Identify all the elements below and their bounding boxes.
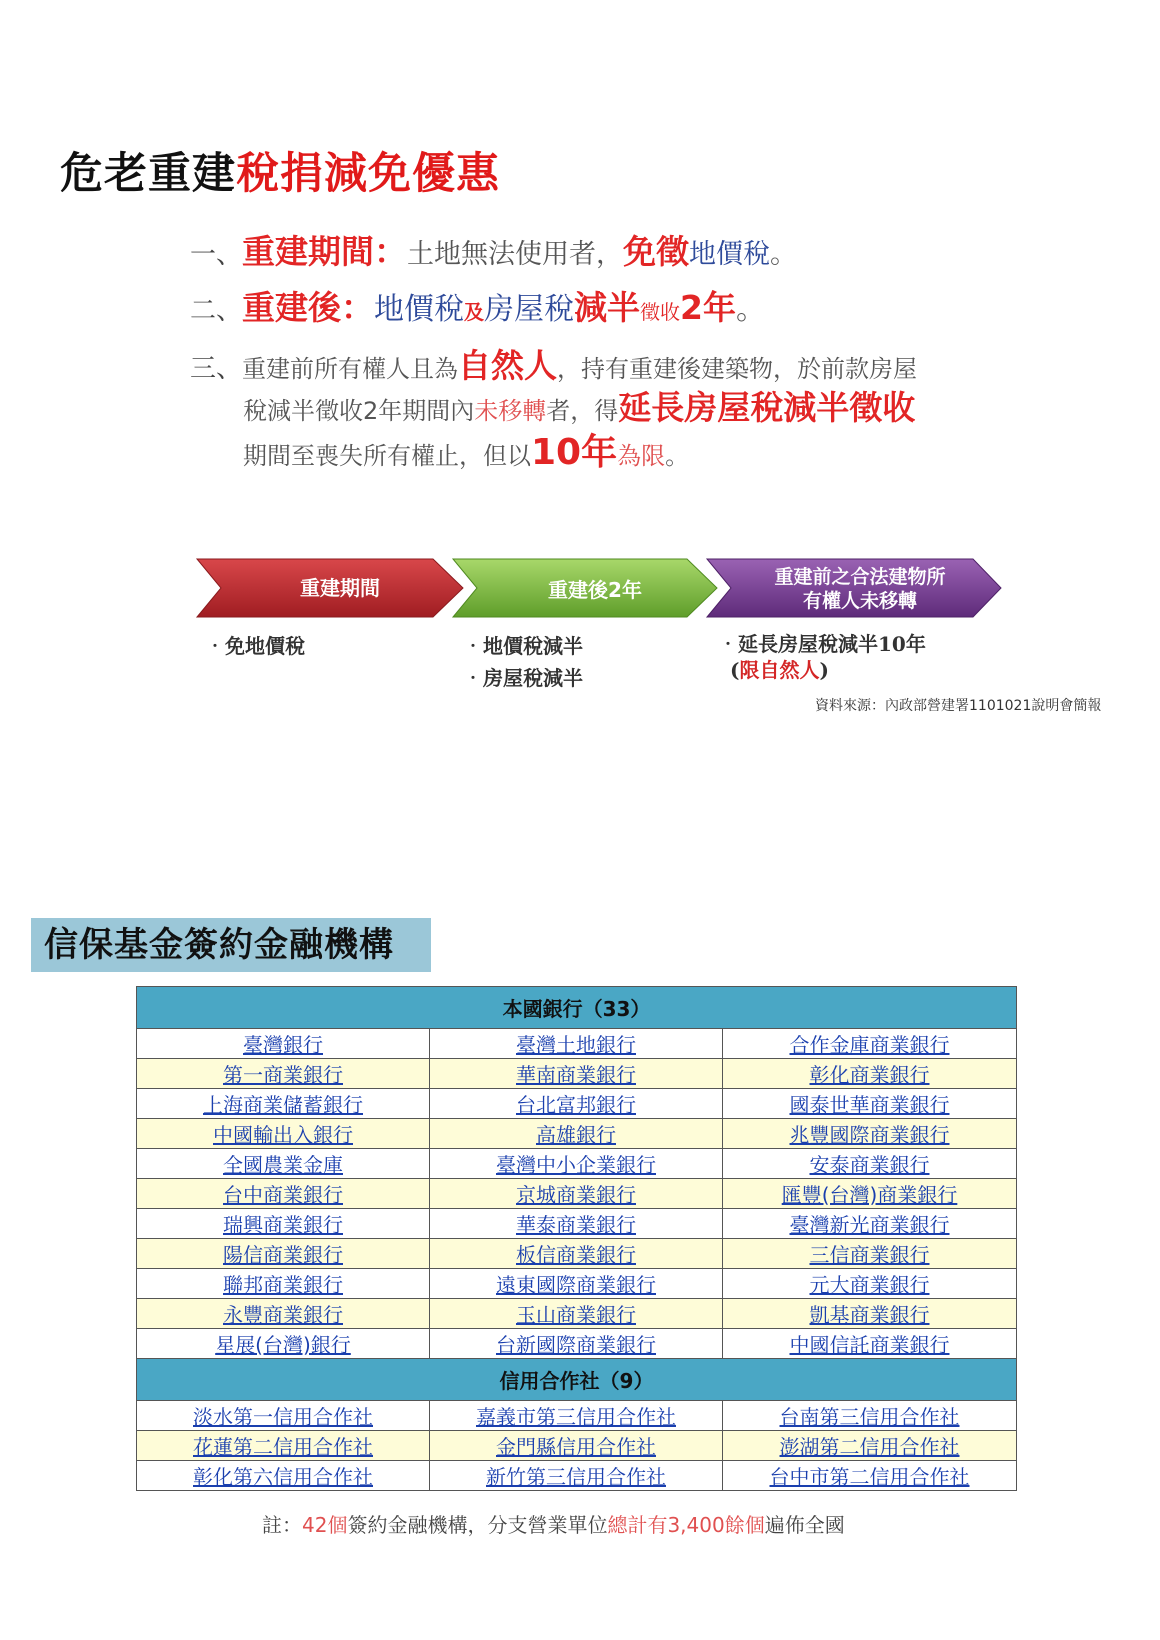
table-row [137, 1269, 1017, 1299]
section-header-cell: 信用合作社（9） [137, 1359, 1017, 1401]
coop-link[interactable]: 淡水第一信用合作社 [193, 1405, 373, 1429]
institutions-table [136, 986, 1017, 1491]
bank-link[interactable]: 臺灣新光商業銀行 [789, 1213, 950, 1237]
bank-link[interactable]: 三信商業銀行 [809, 1243, 930, 1267]
table-cell [430, 1029, 723, 1059]
table-cell [430, 1059, 723, 1089]
table-row [137, 1329, 1017, 1359]
table-cell [137, 1119, 430, 1149]
table-row [137, 1089, 1017, 1119]
table-cell [430, 1329, 723, 1359]
bank-link[interactable]: 瑞興商業銀行 [223, 1213, 343, 1237]
point-2: 二、重建後：地價稅及房屋稅減半徵收2年。 [190, 288, 766, 327]
table-cell [430, 1269, 723, 1299]
coop-link[interactable]: 新竹第三信用合作社 [486, 1465, 666, 1489]
table-row [137, 1149, 1017, 1179]
point-1: 一、重建期間：土地無法使用者，免徵地價稅。 [190, 232, 798, 271]
table-cell [430, 1299, 723, 1329]
table-row [137, 1209, 1017, 1239]
table-row [137, 1059, 1017, 1089]
bank-link[interactable]: 第一商業銀行 [223, 1063, 343, 1087]
bank-link[interactable]: 華泰商業銀行 [516, 1213, 636, 1237]
bank-link[interactable]: 臺灣中小企業銀行 [496, 1153, 656, 1177]
table-row [137, 1119, 1017, 1149]
table-cell [430, 1431, 723, 1461]
bank-link[interactable]: 中國信託商業銀行 [789, 1333, 950, 1357]
bank-link[interactable]: 板信商業銀行 [516, 1243, 636, 1267]
table-cell [137, 1209, 430, 1239]
bank-link[interactable]: 元大商業銀行 [809, 1273, 930, 1297]
note-house-tax-half: ‧房屋稅減半 [463, 666, 583, 690]
bank-link[interactable]: 星展(台灣)銀行 [215, 1333, 351, 1357]
table-cell [723, 1431, 1017, 1461]
bank-link[interactable]: 臺灣銀行 [243, 1033, 323, 1057]
table-cell [723, 1269, 1017, 1299]
bank-link[interactable]: 華南商業銀行 [516, 1063, 636, 1087]
table-cell [723, 1239, 1017, 1269]
bank-link[interactable]: 合作金庫商業銀行 [789, 1033, 950, 1057]
bank-link[interactable]: 台北富邦銀行 [516, 1093, 636, 1117]
note-land-tax-exempt: ‧免地價稅 [205, 634, 305, 658]
table-cell [137, 1089, 430, 1119]
table-cell [723, 1119, 1017, 1149]
table-row [137, 1431, 1017, 1461]
coop-link[interactable]: 台中市第二信用合作社 [769, 1465, 970, 1489]
bank-link[interactable]: 國泰世華商業銀行 [789, 1093, 950, 1117]
section-header-cell: 本國銀行（33） [137, 987, 1017, 1029]
arrow-1-label: 重建期間 [300, 576, 380, 600]
table-cell [430, 1401, 723, 1431]
table-cell [137, 1179, 430, 1209]
bank-link[interactable]: 臺灣土地銀行 [516, 1033, 636, 1057]
table-cell [723, 1059, 1017, 1089]
bank-link[interactable]: 安泰商業銀行 [809, 1153, 930, 1177]
source-citation: 資料來源：內政部營建署1101021說明會簡報 [815, 698, 1102, 714]
table-cell [430, 1119, 723, 1149]
table-cell [137, 1239, 430, 1269]
table-cell [723, 1149, 1017, 1179]
table-cell [723, 1401, 1017, 1431]
bank-link[interactable]: 凱基商業銀行 [809, 1303, 930, 1327]
arrow-2-label: 重建後2年 [548, 578, 642, 602]
note-natural-person: (限自然人) [730, 658, 829, 682]
bank-link[interactable]: 陽信商業銀行 [223, 1243, 343, 1267]
arrow-3-label-line1: 重建前之合法建物所 [774, 566, 946, 588]
bank-link[interactable]: 遠東國際商業銀行 [496, 1273, 656, 1297]
table-cell [723, 1179, 1017, 1209]
table-cell [137, 1059, 430, 1089]
point-3-line-3: 期間至喪失所有權止，但以10年為限。 [243, 432, 690, 473]
point-3-line-1: 三、重建前所有權人且為自然人，持有重建後建築物，於前款房屋 [190, 346, 918, 385]
table-cell [723, 1089, 1017, 1119]
table-row [137, 1461, 1017, 1491]
bank-link[interactable]: 上海商業儲蓄銀行 [203, 1093, 363, 1117]
table-row [137, 1239, 1017, 1269]
table-cell [137, 1401, 430, 1431]
table-cell [137, 1461, 430, 1491]
table-cell [137, 1431, 430, 1461]
arrow-3-label-line2: 有權人未移轉 [802, 590, 918, 612]
section-title-institutions: 信保基金簽約金融機構 [31, 918, 431, 972]
table-cell [430, 1461, 723, 1491]
table-row [137, 1029, 1017, 1059]
bank-link[interactable]: 中國輸出入銀行 [213, 1123, 353, 1147]
table-cell [723, 1209, 1017, 1239]
coop-link[interactable]: 彰化第六信用合作社 [193, 1465, 373, 1489]
note-land-tax-half: ‧地價稅減半 [463, 634, 583, 658]
table-cell [430, 1089, 723, 1119]
bank-link[interactable]: 彰化商業銀行 [809, 1063, 930, 1087]
bank-link[interactable]: 兆豐國際商業銀行 [789, 1123, 950, 1147]
timeline-arrows [195, 553, 1005, 623]
table-cell [137, 1029, 430, 1059]
bank-link[interactable]: 台新國際商業銀行 [496, 1333, 656, 1357]
bank-link[interactable]: 高雄銀行 [536, 1123, 616, 1147]
table-row [137, 1299, 1017, 1329]
coop-link[interactable]: 台南第三信用合作社 [779, 1405, 960, 1429]
coop-link[interactable]: 花蓮第二信用合作社 [193, 1435, 373, 1459]
bank-link[interactable]: 全國農業金庫 [223, 1153, 343, 1177]
table-cell [137, 1299, 430, 1329]
coop-link[interactable]: 澎湖第二信用合作社 [779, 1435, 960, 1459]
table-row [137, 1401, 1017, 1431]
table-cell [723, 1461, 1017, 1491]
note-extend-10yr: ‧延長房屋稅減半10年 [718, 632, 926, 656]
table-section-header [137, 987, 1017, 1029]
table-cell [137, 1329, 430, 1359]
bank-link[interactable]: 匯豐(台灣)商業銀行 [781, 1183, 958, 1207]
table-cell [137, 1269, 430, 1299]
point-3-line-2: 稅減半徵收2年期間內未移轉者，得延長房屋稅減半徵收 [243, 388, 916, 427]
table-cell [430, 1149, 723, 1179]
table-cell [723, 1029, 1017, 1059]
table-cell [723, 1329, 1017, 1359]
bank-link[interactable]: 玉山商業銀行 [516, 1303, 636, 1327]
coop-link[interactable]: 金門縣信用合作社 [496, 1435, 656, 1459]
bank-link[interactable]: 永豐商業銀行 [223, 1303, 343, 1327]
table-cell [430, 1239, 723, 1269]
table-cell [723, 1299, 1017, 1329]
footnote: 註：42個簽約金融機構，分支營業單位總計有3,400餘個遍佈全國 [262, 1513, 845, 1537]
table-section-header [137, 1359, 1017, 1401]
table-cell [430, 1179, 723, 1209]
bank-link[interactable]: 京城商業銀行 [516, 1183, 636, 1207]
bank-link[interactable]: 台中商業銀行 [223, 1183, 343, 1207]
table-cell [137, 1149, 430, 1179]
coop-link[interactable]: 嘉義市第三信用合作社 [476, 1405, 676, 1429]
table-row [137, 1179, 1017, 1209]
section-title-tax: 危老重建稅捐減免優惠 [60, 149, 500, 199]
table-cell [430, 1209, 723, 1239]
bank-link[interactable]: 聯邦商業銀行 [223, 1273, 343, 1297]
